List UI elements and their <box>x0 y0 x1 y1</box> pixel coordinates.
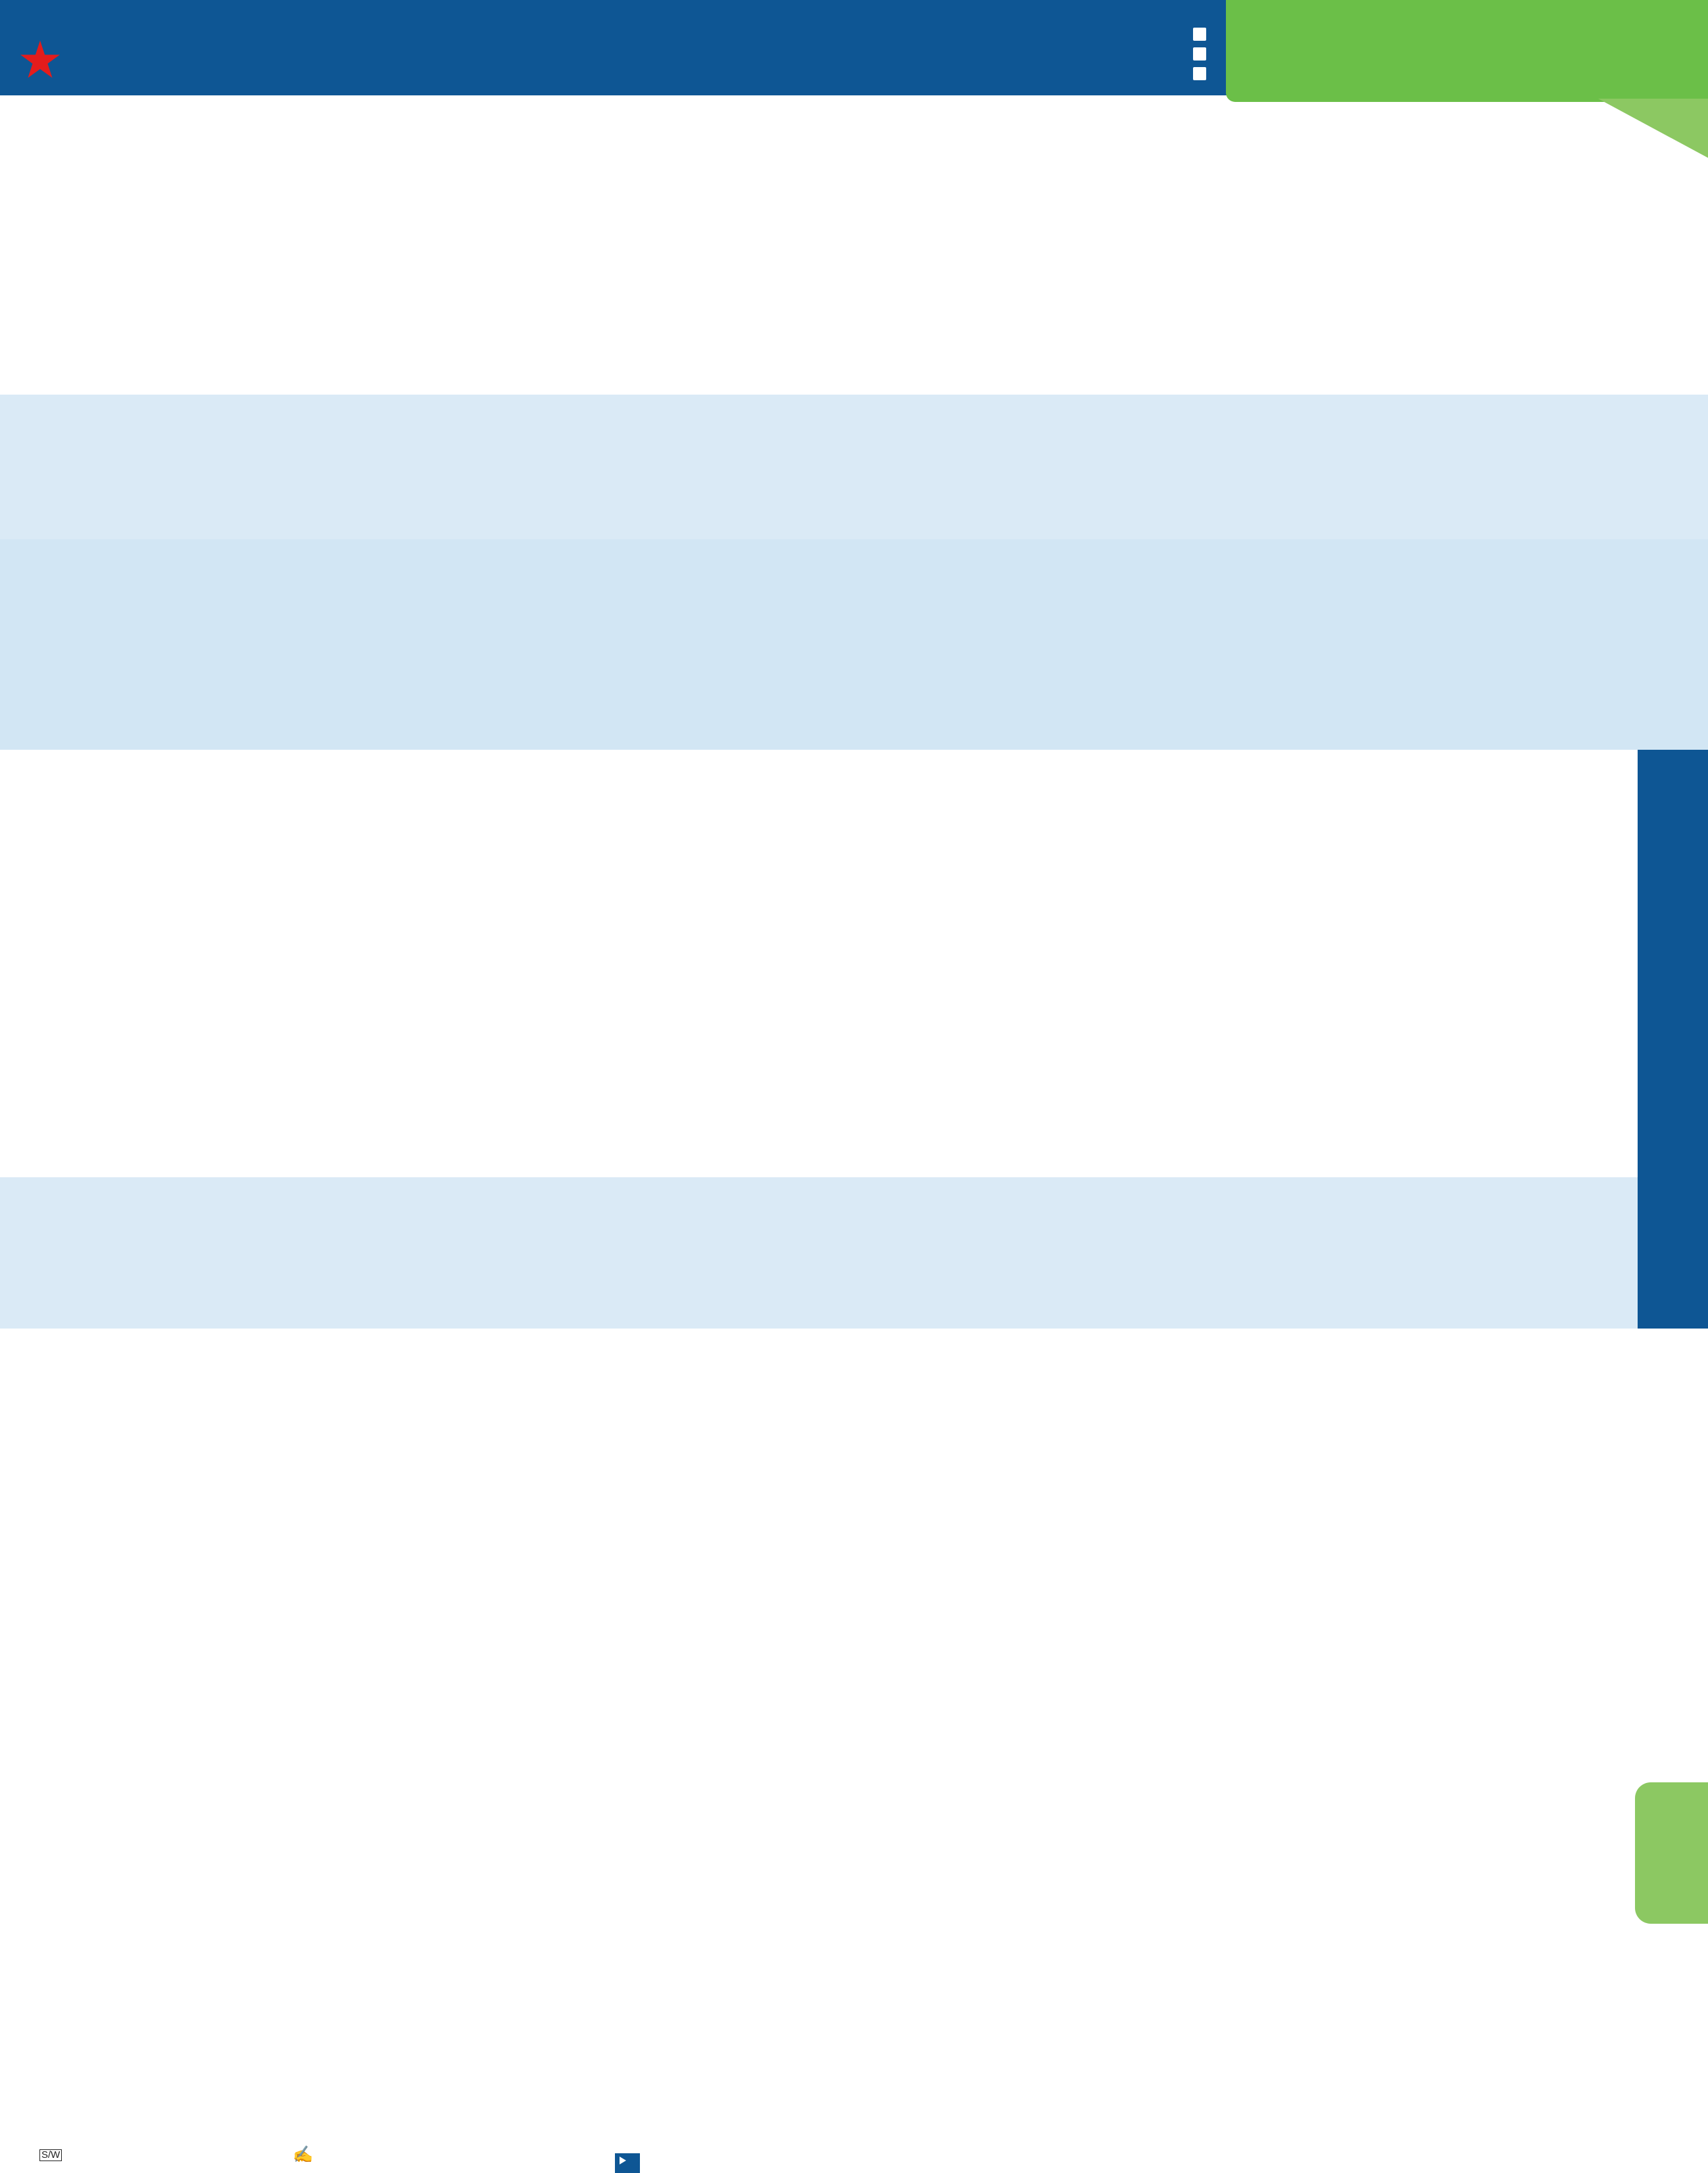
hoerfilm-icon: ✍ <box>293 2145 314 2164</box>
divider-dots <box>1193 28 1208 80</box>
page-header <box>0 0 1708 95</box>
star-icon: ★ <box>17 31 63 89</box>
corner-dogear <box>1598 99 1708 158</box>
time-marker-2015 <box>1638 750 1708 1329</box>
day-tab[interactable] <box>1635 1782 1708 1924</box>
legend <box>0 2137 1708 2173</box>
header-day <box>1226 0 1708 102</box>
tvmovie-logo <box>17 11 274 89</box>
sw-icon: S/W <box>39 2145 62 2164</box>
